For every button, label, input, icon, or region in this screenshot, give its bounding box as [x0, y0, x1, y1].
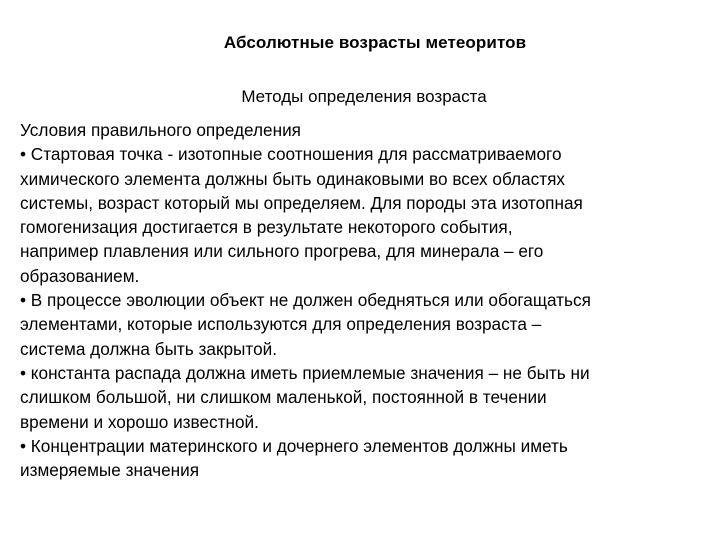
body-line: образованием.: [20, 265, 140, 286]
body-line: измеряемые значения: [20, 460, 200, 481]
body-line: системы, возраст который мы определяем. Для породы эта изотопная: [20, 192, 583, 213]
body-line: элементами, которые используются для определения возраста –: [20, 314, 542, 335]
body-line: химического элемента должны быть одинаковыми во всех областях: [20, 168, 565, 189]
body-line: времени и хорошо известной.: [20, 411, 259, 432]
body-line: • константа распада должна иметь приемлемые значения – не быть ни: [20, 362, 590, 383]
body-line: • В процессе эволюции объект не должен обедняться или обогащаться: [20, 290, 591, 311]
body-line: гомогенизация достигается в результате некоторого события,: [20, 217, 513, 238]
slide-subtitle: Методы определения возраста: [241, 87, 487, 106]
body-line: • Стартовая точка - изотопные соотношения для рассматриваемого: [20, 144, 562, 165]
body-line: • Концентрации материнского и дочернего элементов должны иметь: [20, 435, 568, 456]
body-line: система должна быть закрытой.: [20, 338, 278, 359]
body-line: слишком большой, ни слишком маленькой, постоянной в течении: [20, 387, 547, 408]
body-line: например плавления или сильного прогрева, для минерала – его: [20, 241, 544, 262]
body-line: Условия правильного определения: [20, 120, 301, 140]
slide-body-text: [20, 118, 710, 482]
slide-title: Абсолютные возрасты метеоритов: [223, 33, 527, 52]
